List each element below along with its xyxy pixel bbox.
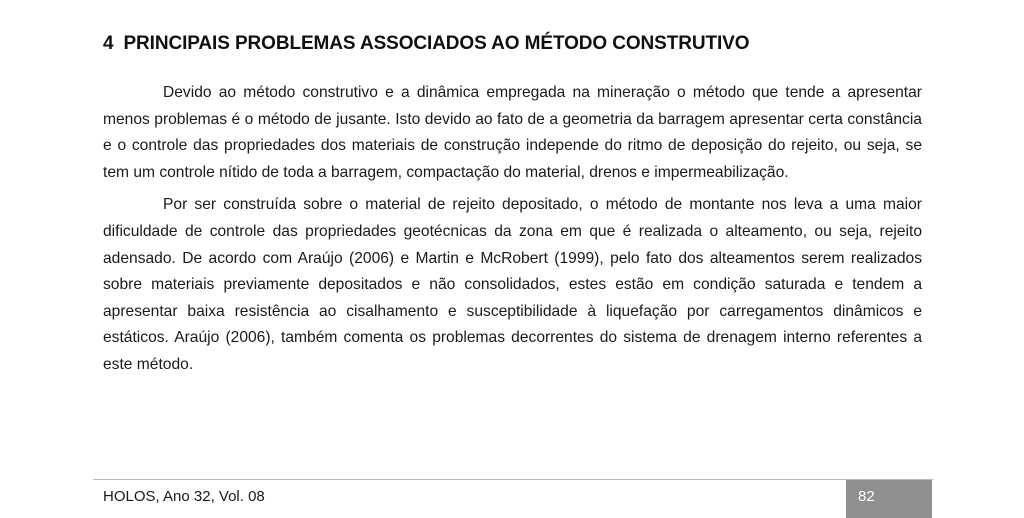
body-text [103, 80, 922, 385]
footer-divider [93, 479, 933, 480]
paragraph: Devido ao método construtivo e a dinâmica empregada na mineração o método que tende a apresentar menos problemas é o método de jusante. Isto devido ao fato de a geometria da barragem apresentar certa constância e o controle das propriedades dos materiais de construção independe do ritmo de deposição do rejeito, ou seja, se tem um controle nítido de toda a barragem, compactação do material, drenos e impermeabilização. [103, 84, 922, 181]
page-number: 82 [858, 488, 875, 505]
section-heading [103, 33, 923, 55]
section-number: 4 [103, 33, 114, 54]
paragraph: Por ser construída sobre o material de rejeito depositado, o método de montante nos leva a uma maior dificuldade de controle das propriedades geotécnicas da zona em que é realizada o alteamento, ou seja, rejeito adensado. De acordo com Araújo (2006) e Martin e McRobert (1999), pelo fato dos alteamentos serem realizados sobre materiais previamente depositados e não consolidados, estes estão em condição saturada e tendem a apresentar baixa resistência ao cisalhamento e susceptibilidade à liquefação por carregamentos dinâmicos e estáticos. Araújo (2006), também comenta os problemas decorrentes do sistema de drenagem interno referentes a este método. [103, 196, 922, 373]
page-number-box [846, 480, 932, 518]
footer-journal-info: HOLOS, Ano 32, Vol. 08 [103, 488, 265, 505]
section-title: PRINCIPAIS PROBLEMAS ASSOCIADOS AO MÉTODO CONSTRUTIVO [123, 33, 750, 54]
